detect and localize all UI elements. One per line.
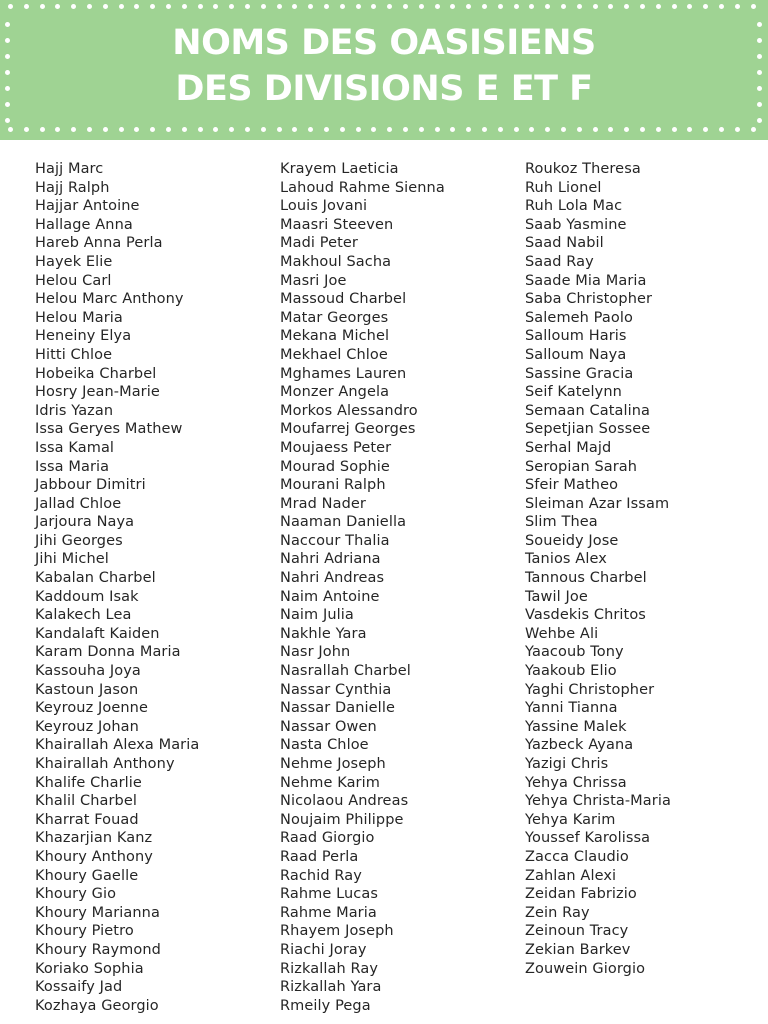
border-dot [672,4,677,9]
border-dot [277,127,282,132]
name-list-item: Massoud Charbel [280,291,407,308]
name-list-item: Hosry Jean-Marie [35,384,160,401]
name-list-item: Makhoul Sacha [280,253,392,270]
border-dot [87,4,92,9]
border-dot [482,127,487,132]
border-dot [277,4,282,9]
border-dot [182,4,187,9]
border-dot [387,4,392,9]
name-list-item: Mrad Nader [280,495,366,512]
name-list-item: Sepetjian Sossee [525,421,651,438]
name-list-item: Nasr John [280,644,351,661]
border-dot [624,4,629,9]
border-dot [340,4,345,9]
name-list-item: Keyrouz Joenne [35,700,148,717]
name-list-item: Yehya Chrissa [525,774,627,791]
border-dot [435,4,440,9]
name-list-item: Zouwein Giorgio [525,960,646,977]
border-dot [561,4,566,9]
name-list-item: Mourani Ralph [280,477,386,494]
name-list-item: Idris Yazan [35,402,114,419]
border-dot [229,127,234,132]
name-list-item: Mghames Lauren [280,365,407,382]
name-list-item: Morkos Alessandro [280,402,418,419]
name-list-item: Issa Kamal [35,439,115,456]
border-dot [514,127,519,132]
border-dot [356,4,361,9]
border-dot [245,4,250,9]
name-list-item: Naccour Thalia [280,532,390,549]
name-list-item: Wehbe Ali [525,625,599,642]
name-list-item: Moufarrej Georges [280,421,416,438]
name-list-item: Salemeh Paolo [525,309,633,326]
name-list-item: Jihi Georges [35,532,123,549]
name-list-item: Sfeir Matheo [525,477,619,494]
name-list-item: Sleiman Azar Issam [525,495,670,512]
border-dot [577,4,582,9]
name-list-item: Nicolaou Andreas [280,793,409,810]
name-list-item: Khairallah Anthony [35,756,175,772]
border-dot [757,118,762,123]
name-list-item: Jarjoura Naya [35,514,135,531]
border-dot [498,127,503,132]
name-list-item: Helou Carl [35,272,112,289]
dot-border-top [0,3,768,11]
border-dot [371,127,376,132]
name-list-item: Khoury Anthony [35,848,153,865]
border-dot [656,4,661,9]
name-list-item: Hajj Ralph [35,179,110,196]
border-dot [624,127,629,132]
name-list-item: Kabalan Charbel [35,570,156,587]
border-dot [435,127,440,132]
border-dot [687,127,692,132]
name-list-item: Moujaess Peter [280,439,392,456]
name-list-item: Rahme Lucas [280,886,379,903]
border-dot [529,4,534,9]
name-list-item: Kaddoum Isak [35,588,139,605]
name-list-item: Nassar Cynthia [280,681,392,698]
border-dot [593,4,598,9]
border-dot [608,127,613,132]
name-list-item: Hobeika Charbel [35,365,157,382]
name-list-item: Nahri Andreas [280,570,385,587]
border-dot [419,127,424,132]
name-list-item: Saade Mia Maria [525,272,647,289]
border-dot [450,4,455,9]
border-dot [166,127,171,132]
name-list-item: Nassar Owen [280,718,377,735]
name-list-item: Salloum Naya [525,346,627,363]
name-list-item: Roukoz Theresa [525,161,641,177]
border-dot [5,118,10,123]
name-list-item: Vasdekis Chritos [525,607,646,624]
border-dot [687,4,692,9]
border-dot [356,127,361,132]
border-dot [577,127,582,132]
name-list-item: Naaman Daniella [280,514,407,531]
border-dot [419,4,424,9]
border-dot [735,127,740,132]
name-list-item: Issa Geryes Mathew [35,421,183,438]
name-list-item: Hareb Anna Perla [35,235,163,252]
name-list-item: Serhal Majd [525,439,612,456]
name-list-item: Khoury Pietro [35,923,134,940]
name-list-item: Masri Joe [280,272,347,289]
name-list-item: Saad Ray [525,253,594,270]
name-list-item: Kharrat Fouad [35,811,139,828]
name-list-item: Khairallah Alexa Maria [35,737,200,754]
name-list-item: Zekian Barkev [525,941,631,958]
name-list-item: Rmeily Pega [280,997,371,1014]
name-list-item: Rizkallah Yara [280,979,382,996]
border-dot [134,127,139,132]
name-list-item: Yehya Karim [525,811,616,828]
name-list-item: Mekhael Chloe [280,346,388,363]
border-dot [751,4,756,9]
border-dot [87,127,92,132]
name-list-item: Rhayem Joseph [280,923,394,940]
name-list-item: Yehya Christa-Maria [525,793,671,810]
border-dot [482,4,487,9]
border-dot [71,4,76,9]
name-list-item: Heneiny Elya [35,328,132,345]
border-dot [593,127,598,132]
border-dot [40,127,45,132]
border-dot [103,127,108,132]
name-list-item: Kalakech Lea [35,607,132,624]
name-list-item: Riachi Joray [280,941,367,958]
name-list-item: Kastoun Jason [35,681,139,698]
name-list-item: Nehme Karim [280,774,380,791]
name-list-item: Raad Giorgio [280,830,375,847]
name-list-item: Zeinoun Tracy [525,923,629,940]
border-dot [324,127,329,132]
name-list-item: Khoury Raymond [35,941,161,958]
border-dot [719,4,724,9]
name-list-item: Rachid Ray [280,867,362,884]
name-list-item: Zein Ray [525,904,590,921]
border-dot [55,127,60,132]
page-title [0,20,768,112]
name-list-item: Nakhle Yara [280,625,367,642]
name-list-item: Youssef Karolissa [525,830,651,847]
border-dot [387,127,392,132]
title-line-1: NOMS DES OASISIENS [172,23,596,63]
name-list-item: Helou Maria [35,309,123,326]
border-dot [719,127,724,132]
border-dot [166,4,171,9]
border-dot [403,4,408,9]
border-dot [292,127,297,132]
name-list-item: Lahoud Rahme Sienna [280,179,445,196]
name-list-item: Naim Antoine [280,588,380,605]
name-list-item: Issa Maria [35,458,110,475]
name-list-item: Tawil Joe [525,588,588,605]
name-list-item: Koriako Sophia [35,960,144,977]
name-list-item: Slim Thea [525,514,598,531]
border-dot [672,127,677,132]
border-dot [640,4,645,9]
border-dot [261,127,266,132]
name-list-item: Nasta Chloe [280,737,369,754]
border-dot [308,4,313,9]
name-list-item: Khalil Charbel [35,793,137,810]
name-list-item: Yaakoub Elio [525,663,617,680]
name-list-item: Nassar Danielle [280,700,395,717]
name-list-item: Khoury Marianna [35,904,160,921]
name-list-item: Mekana Michel [280,328,390,345]
name-list-item: Seropian Sarah [525,458,638,475]
name-list-item: Kozhaya Georgio [35,997,159,1014]
name-column-1 [35,160,275,1015]
name-list-item: Semaan Catalina [525,402,651,419]
name-list-item: Khalife Charlie [35,774,142,791]
name-list-item: Saad Nabil [525,235,604,252]
name-list-item: Seif Katelynn [525,384,622,401]
name-list-item: Yazbeck Ayana [525,737,634,754]
border-dot [514,4,519,9]
name-list-item: Monzer Angela [280,384,390,401]
border-dot [640,127,645,132]
border-dot [119,127,124,132]
name-list-item: Nahri Adriana [280,551,381,568]
border-dot [498,4,503,9]
name-list-item: Yaghi Christopher [525,681,655,698]
border-dot [703,4,708,9]
border-dot [261,4,266,9]
border-dot [608,4,613,9]
border-dot [735,4,740,9]
border-dot [466,127,471,132]
border-dot [229,4,234,9]
border-dot [55,4,60,9]
name-list-item: Hitti Chloe [35,346,113,363]
name-list-item: Hallage Anna [35,216,133,233]
name-list-item: Yanni Tianna [525,700,618,717]
name-list-item: Tannous Charbel [525,570,647,587]
name-list-item: Noujaim Philippe [280,811,404,828]
border-dot [150,4,155,9]
border-dot [40,4,45,9]
name-list-item: Kossaify Jad [35,979,123,996]
name-list-item: Khoury Gio [35,886,117,903]
dot-border-bottom [0,126,768,134]
name-list-item: Sassine Gracia [525,365,634,382]
border-dot [213,127,218,132]
name-list-item: Louis Jovani [280,198,368,215]
border-dot [71,127,76,132]
border-dot [24,127,29,132]
title-line-2: DES DIVISIONS E ET F [175,69,593,109]
border-dot [24,4,29,9]
name-list-item: Hajj Marc [35,161,104,177]
name-list-item: Tanios Alex [525,551,607,568]
border-dot [292,4,297,9]
name-list-item: Madi Peter [280,235,358,252]
name-list-item: Keyrouz Johan [35,718,139,735]
name-list-item: Khoury Gaelle [35,867,139,884]
name-list-item: Matar Georges [280,309,389,326]
name-column-2 [280,160,520,1015]
name-list-item: Yaacoub Tony [525,644,624,661]
border-dot [213,4,218,9]
name-list-item: Saba Christopher [525,291,653,308]
border-dot [340,127,345,132]
border-dot [545,4,550,9]
border-dot [134,4,139,9]
name-list-item: Rizkallah Ray [280,960,379,977]
border-dot [103,4,108,9]
border-dot [466,4,471,9]
name-list-item: Maasri Steeven [280,216,394,233]
border-dot [529,127,534,132]
name-list-item: Helou Marc Anthony [35,291,184,308]
name-list-item: Zahlan Alexi [525,867,617,884]
name-list-item: Jihi Michel [35,551,109,568]
name-list-item: Saab Yasmine [525,216,627,233]
border-dot [198,4,203,9]
border-dot [245,127,250,132]
border-dot [703,127,708,132]
name-list-item: Soueidy Jose [525,532,619,549]
name-list-item: Yassine Malek [525,718,627,735]
name-list-item: Karam Donna Maria [35,644,181,661]
border-dot [656,127,661,132]
name-list-item: Hayek Elie [35,253,113,270]
name-list-item: Yazigi Chris [525,756,609,772]
name-list-item: Naim Julia [280,607,354,624]
name-list-item: Kandalaft Kaiden [35,625,160,642]
name-list-item: Ruh Lola Mac [525,198,623,215]
name-list-item: Raad Perla [280,848,359,865]
name-list-item: Rahme Maria [280,904,377,921]
name-list-item: Mourad Sophie [280,458,390,475]
border-dot [324,4,329,9]
border-dot [119,4,124,9]
name-list-item: Hajjar Antoine [35,198,140,215]
border-dot [371,4,376,9]
name-list-item: Jallad Chloe [35,495,122,512]
name-column-3 [525,160,765,978]
name-list-item: Zacca Claudio [525,848,629,865]
name-list-item: Salloum Haris [525,328,627,345]
name-list-item: Nasrallah Charbel [280,663,411,680]
border-dot [150,127,155,132]
name-list-item: Krayem Laeticia [280,161,399,177]
name-list-item: Kassouha Joya [35,663,141,680]
header-banner [0,0,768,140]
name-list-item: Jabbour Dimitri [35,477,146,494]
name-list-item: Nehme Joseph [280,756,386,772]
name-list-item: Khazarjian Kanz [35,830,153,847]
border-dot [545,127,550,132]
name-list-item: Zeidan Fabrizio [525,886,637,903]
name-list-item: Ruh Lionel [525,179,602,196]
border-dot [450,127,455,132]
border-dot [308,127,313,132]
border-dot [561,127,566,132]
border-dot [751,127,756,132]
border-dot [403,127,408,132]
border-dot [198,127,203,132]
border-dot [182,127,187,132]
